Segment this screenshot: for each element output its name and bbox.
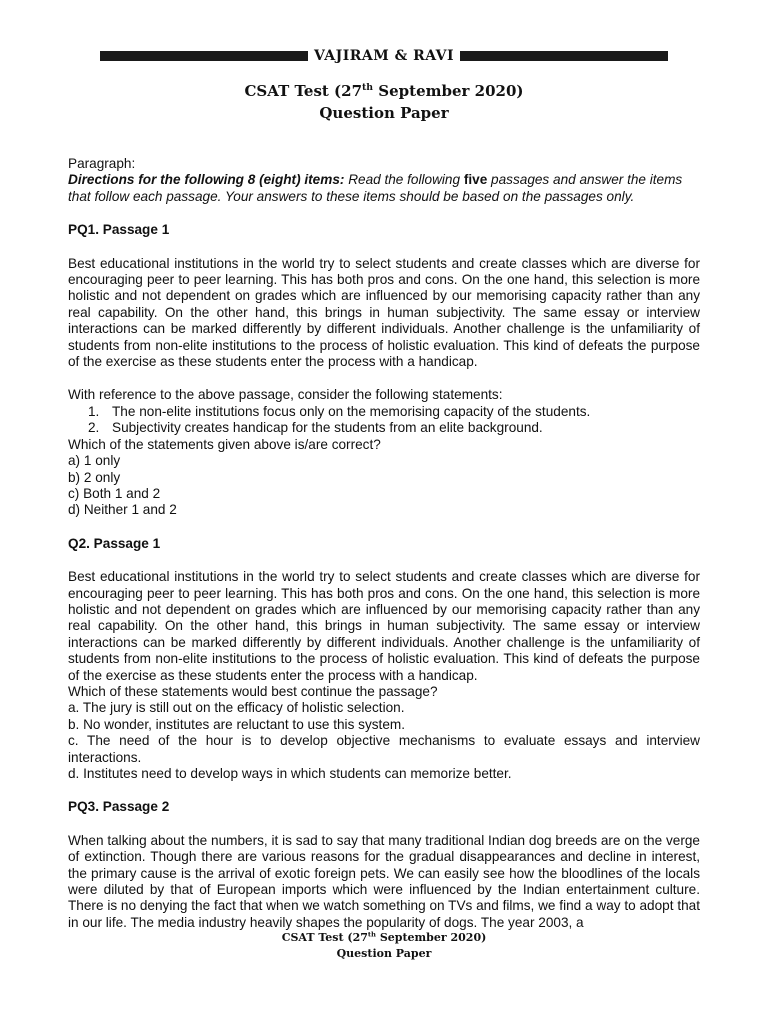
question-heading-2: Q2. Passage 1 — [68, 535, 161, 551]
passage-text-1: Best educational institutions in the world try to select students and create classes which are diverse for encouraging peer to peer learning. This has both pros and cons. On the one hand, this selection is more holistic and not dependent on grades which are influenced by our memorising capacity rather than any real capability. On the other hand, this brings in human subjectivity. The same essay or interview interactions can be marked differently by different individuals. Another challenge is the unfamiliarity of students from non-elite institutions to the process of holistic evaluation. This kind of defeats the purpose of the exercise as these students enter the process with a handicap. — [68, 255, 700, 370]
footer-subtitle: Question Paper — [336, 947, 432, 960]
statement-number: 2. — [88, 420, 100, 436]
question-heading-3: PQ3. Passage 2 — [68, 799, 170, 815]
answer-option: a. The jury is still out on the efficacy of holistic selection. — [68, 700, 405, 716]
passage-text-3: When talking about the numbers, it is sad to say that many traditional Indian dog breeds are on the verge of extinction. Though there are various reasons for the gradual disappearances and decline in interest, the primary cause is the arrival of exotic foreign pets. We can easily see how the bloodlines of the locals were diluted by that of European imports which were influenced by the Indian entertainment culture. There is no denying the fact that when we watch something on TVs and films, we find a way to adopt that in our life. The media industry heavily shapes the popularity of dogs. The year 2003, a — [68, 832, 700, 930]
title-text: CSAT Test (27 — [244, 82, 363, 100]
footer-title-text: CSAT Test (27 — [281, 931, 368, 944]
question-text-1: Which of the statements given above is/are correct? — [68, 436, 381, 452]
header-rule-left — [100, 51, 308, 61]
answer-option: c) Both 1 and 2 — [68, 485, 161, 501]
page-footer — [0, 930, 768, 962]
answer-option: b. No wonder, institutes are reluctant to use this system. — [68, 716, 405, 732]
directions — [68, 172, 700, 205]
document-body — [68, 156, 700, 931]
directions-five: five — [463, 172, 488, 188]
title-sup: th — [362, 82, 374, 93]
document-title — [0, 80, 768, 124]
answer-option: a) 1 only — [68, 453, 121, 469]
passage-text-2: Best educational institutions in the world try to select students and create classes which are diverse for encouraging peer to peer learning. This has both pros and cons. On the one hand, this selection is more holistic and not dependent on grades which are influenced by our memorising capacity rather than any real capability. On the other hand, this brings in human subjectivity. The same essay or interview interactions can be marked differently by different individuals. Another challenge is the unfamiliarity of students from non-elite institutions to the process of holistic evaluation. This kind of defeats the purpose of the exercise as these students enter the process with a handicap. — [68, 569, 700, 683]
directions-heading: Directions for the following 8 (eight) items: — [68, 172, 345, 188]
statement-number: 1. — [88, 403, 100, 419]
answer-option: d. Institutes need to develop ways in which students can memorize better. — [68, 766, 512, 781]
footer-title — [0, 930, 768, 946]
page-title — [0, 80, 768, 102]
header-bar — [100, 50, 668, 62]
question-heading-1: PQ1. Passage 1 — [68, 222, 170, 238]
footer-title-text-end: September 2020) — [375, 931, 487, 944]
directions-text-1: Read the following — [344, 172, 464, 188]
answer-option: d) Neither 1 and 2 — [68, 502, 177, 518]
statement-item — [68, 404, 700, 420]
intro-label: Paragraph: — [68, 156, 136, 171]
question-text-2: Which of these statements would best continue the passage? — [68, 683, 438, 699]
answer-option: b) 2 only — [68, 469, 121, 485]
answer-option: c. The need of the hour is to develop objective mechanisms to evaluate essays and interview interactions. — [68, 733, 700, 765]
title-text-end: September 2020) — [373, 82, 524, 100]
page-subtitle: Question Paper — [319, 104, 449, 122]
brand-name: VAJIRAM & RAVI — [313, 48, 455, 64]
directions-text-2: passages and answer the items that follow each passage. Your answers to these items should be based on the passages only. — [68, 172, 683, 204]
statement-text: The non-elite institutions focus only on the memorising capacity of the students. — [112, 403, 591, 419]
statements-prompt: With reference to the above passage, consider the following statements: — [68, 387, 503, 403]
header-rule-right — [460, 51, 668, 61]
statement-item — [68, 420, 700, 436]
statement-text: Subjectivity creates handicap for the students from an elite background. — [112, 420, 543, 436]
footer-title-sup: th — [367, 930, 376, 939]
